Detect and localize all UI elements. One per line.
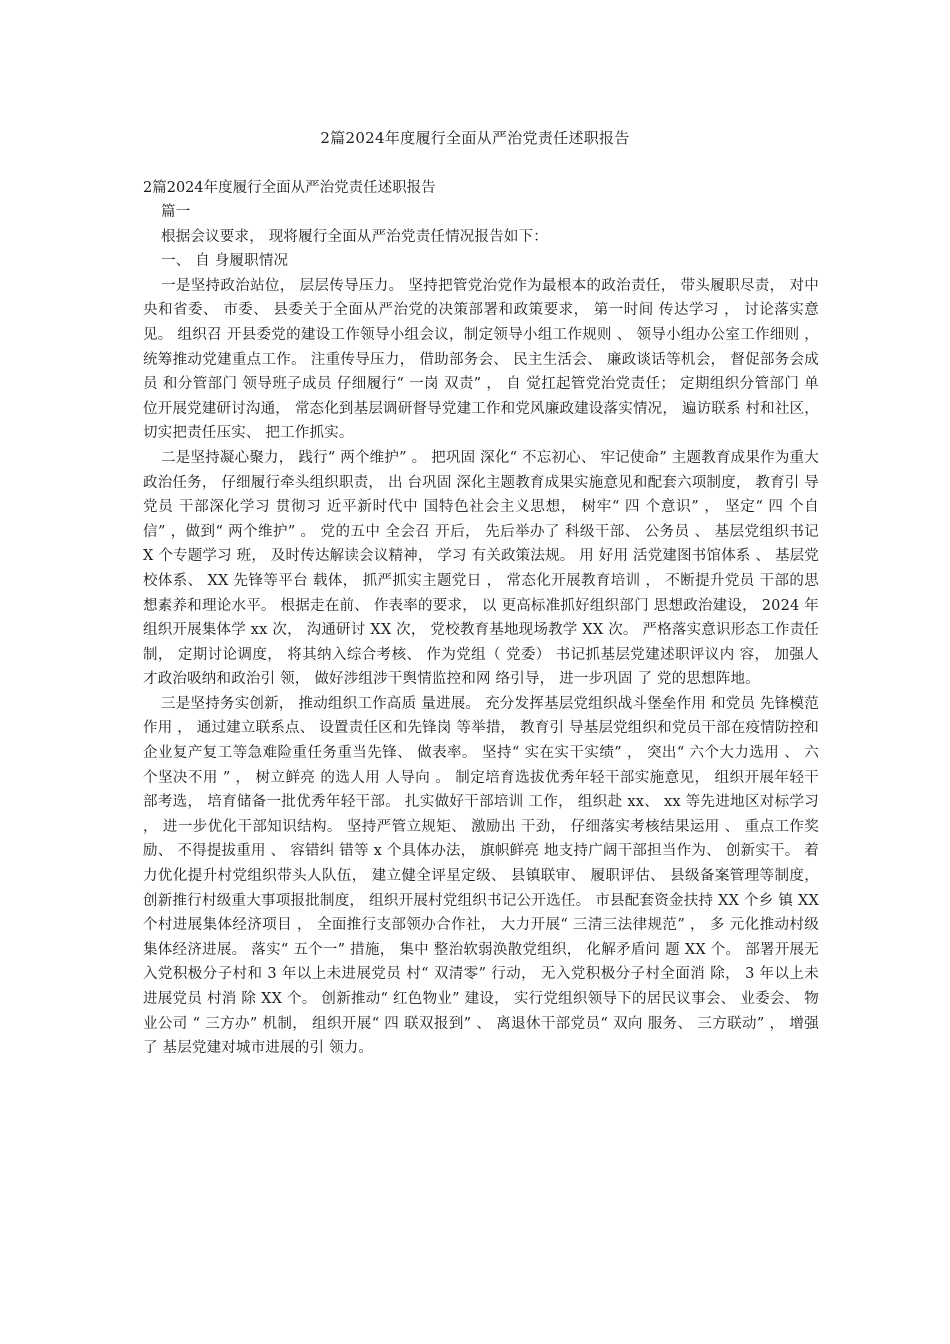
intro-paragraph: 根据会议要求， 现将履行全面从严治党责任情况报告如下： bbox=[161, 228, 549, 245]
body-paragraph-1: 一是坚持政治站位， 层层传导压力。 坚持把管党治党作为最根本的政治责任， 带头履职尽责， 对中 央和省委、 市委、 县委关于全面从严治党的决策部署和政策要求， 第一时间 传达学习 ， 讨论落实意见。 组织召 开县委党的建设工作领导小组会议，制定领导小组工作规则 、 领导小组办公室工作细则 ， 统筹推动党建重点工作。 注重传导压力， 借助部务会、 民主生活会、 廉政谈话等机会， 督促部务会成员 和分管部门 领导班子成员 仔细履行“ 一岗 双责” ， 自 觉扛起管党治党责任； 定期组织分管部门 单位开展党建研讨沟通， 常态化到基层调研督导党建工作和党风廉政建设落实情况， 遍访联系 村和社区， 切实把责任压实、 把工作抓实。 bbox=[143, 277, 819, 442]
document-body bbox=[143, 176, 819, 1061]
section-label: 篇一 bbox=[161, 204, 191, 220]
section-heading: 一、 自 身履职情况 bbox=[161, 253, 289, 270]
body-paragraph-2: 二是坚持凝心聚力， 践行“ 两个维护” 。 把巩固 深化“ 不忘初心、 牢记使命” 主题教育成果作为重大政治任务， 仔细履行牵头组织职责， 出 台巩固 深化主题教育成果实施意见和配套六项制度， 教育引 导党员 干部深化学习 贯彻习 近平新时代中 国特色社会主义思想， 树牢“ 四 个意识” ， 坚定“ 四 个自 信” ，做到“ 两个维护” 。 党的五中 全会召 开后， 先后举办了 科级干部、 公务员 、 基层党组织书记 X 个专题学习 班， 及时传达解读会议精神， 学习 有关政策法规。 用 好用 活党建图书馆体系 、 基层党校体系、 XX 先锋等平台 载体， 抓严抓实主题党日 ， 常态化开展教育培训 ， 不断提升党员 干部的思想素养和理论水平。 根据走在前、 作表率的要求， 以 更高标准抓好组织部门 思想政治建设， 2024 年组织开展集体学 xx 次， 沟通研讨 XX 次， 党校教育基地现场教学 XX 次。 严格落实意识形态工作责任制， 定期讨论调度， 将其纳入综合考核、 作为党组（ 党委） 书记抓基层党建述职评议内 容， 加强人才政治吸纳和政治引 领， 做好涉组涉干舆情监控和网 络引导， 进一步巩固 了 党的思想阵地。 bbox=[143, 449, 820, 688]
document-subtitle: 2篇2024年度履行全面从严治党责任述职报告 bbox=[143, 180, 436, 196]
document-title: 2篇2024年度履行全面从严治党责任述职报告 bbox=[320, 129, 630, 147]
body-paragraph-3: 三是坚持务实创新， 推动组织工作高质 量进展。 充分发挥基层党组织战斗堡垒作用 和党员 先锋模范作用 ， 通过建立联系点、 设置责任区和先锋岗 等举措， 教育引 导基层党组织和党员干部在疫情防控和企业复产复工等急难险重任务重当先锋、 做表率。 坚持“ 实在实干实绩” ， 突出“ 六个大力选用 、 六个坚决不用 ” ， 树立鲜亮 的选人用 人导向 。 制定培育选拔优秀年轻干部实施意见， 组织开展年轻干部考选， 培育储备一批优秀年轻干部。 扎实做好干部培训 工作， 组织赴 xx、 xx 等先进地区对标学习 ， 进一步优化干部知识结构。 坚持严管立规矩、 激励出 干劲， 仔细落实考核结果运用 、 重点工作奖励、 不得提拔重用 、 容错纠 错等 x 个具体办法， 旗帜鲜亮 地支持广阔干部担当作为、 创新实干。 着力优化提升村党组织带头人队伍， 建立健全评星定级、 县镇联审、 履职评估、 县级备案管理等制度， 创新推行村级重大事项报批制度， 组织开展村党组织书记公开选任。 市县配套资金扶持 XX 个乡 镇 XX 个村进展集体经济项目 ， 全面推行支部领办合作社， 大力开展“ 三清三法律规范” ， 多 元化推动村级集体经济进展。 落实“ 五个一” 措施， 集中 整治软弱涣散党组织， 化解矛盾问 题 XX 个。 部署开展无入党积极分子村和 3 年以上未进展党员 村“ 双清零” 行动， 无入党积极分子村全面消 除， 3 年以上未进展党员 村消 除 XX 个。 创新推动“ 红色物业” 建设， 实行党组织领导下的居民议事会、 业委会、 物业公司 “ 三方办” 机制， 组织开展“ 四 联双报到” 、 离退休干部党员“ 双向 服务、 三方联动” ， 增强了 基层党建对城市进展的引 领力。 bbox=[143, 695, 819, 1057]
